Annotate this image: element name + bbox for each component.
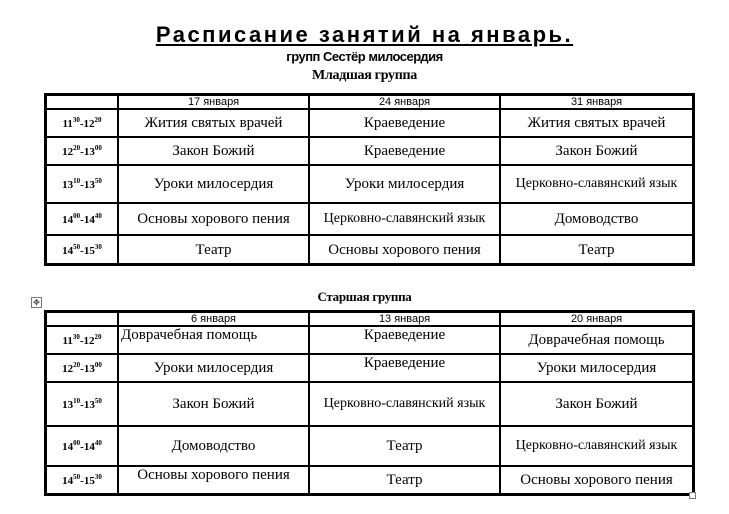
class-cell[interactable]: Закон Божий [118, 137, 309, 165]
header-row [46, 312, 693, 326]
time-cell: $13^{10}-13^{50}$ [46, 165, 118, 203]
time-cell: $14^{50}-15^{30}$ [46, 235, 118, 264]
time-cell: $12^{20}-13^{00}$ [46, 354, 118, 382]
class-cell[interactable]: Уроки милосердия [118, 354, 309, 382]
class-cell[interactable]: Основы хорового пения [118, 466, 309, 494]
class-cell[interactable]: Жития святых врачей [500, 109, 693, 137]
resize-handle-icon[interactable] [689, 492, 696, 499]
table-row [46, 165, 693, 203]
date-header: 6 января [118, 312, 309, 326]
junior-schedule-table[interactable] [44, 93, 695, 266]
class-cell[interactable]: Церковно-славянский язык [309, 203, 500, 235]
class-cell[interactable]: Театр [118, 235, 309, 264]
junior-group-title: Младшая группа [312, 68, 417, 83]
class-cell[interactable]: Уроки милосердия [118, 165, 309, 203]
move-handle-icon[interactable]: ✥ [31, 297, 42, 308]
class-cell[interactable]: Церковно-славянский язык [500, 165, 693, 203]
time-cell: $14^{00}-14^{40}$ [46, 426, 118, 466]
class-cell[interactable]: Краеведение [309, 137, 500, 165]
corner-cell [46, 312, 118, 326]
class-cell[interactable]: Краеведение [309, 109, 500, 137]
class-cell[interactable]: Закон Божий [500, 382, 693, 426]
time-cell: $14^{50}-15^{30}$ [46, 466, 118, 494]
class-cell[interactable]: Уроки милосердия [309, 165, 500, 203]
class-cell[interactable]: Жития святых врачей [118, 109, 309, 137]
table-row [46, 235, 693, 264]
class-cell[interactable]: Доврачебная помощь [500, 326, 693, 354]
time-cell: $14^{00}-14^{40}$ [46, 203, 118, 235]
table-row [46, 354, 693, 382]
time-cell: $11^{30}-12^{20}$ [46, 326, 118, 354]
document-title: Расписание занятий на январь. [155, 22, 574, 47]
class-cell[interactable]: Основы хорового пения [309, 235, 500, 264]
table-row [46, 137, 693, 165]
table-row [46, 203, 693, 235]
date-header: 20 января [500, 312, 693, 326]
date-header: 24 января [309, 95, 500, 109]
class-cell[interactable]: Основы хорового пения [500, 466, 693, 494]
class-cell[interactable]: Домоводство [500, 203, 693, 235]
senior-schedule-table[interactable] [44, 310, 695, 496]
header-row [46, 95, 693, 109]
time-cell: $12^{20}-13^{00}$ [46, 137, 118, 165]
class-cell[interactable]: Домоводство [118, 426, 309, 466]
class-cell[interactable]: Театр [309, 466, 500, 494]
time-cell: $13^{10}-13^{50}$ [46, 382, 118, 426]
class-cell[interactable]: Краеведение [309, 326, 500, 354]
time-cell: $11^{30}-12^{20}$ [46, 109, 118, 137]
class-cell[interactable]: Театр [500, 235, 693, 264]
table-row [46, 326, 693, 354]
date-header: 31 января [500, 95, 693, 109]
class-cell[interactable]: Основы хорового пения [118, 203, 309, 235]
class-cell[interactable]: Краеведение [309, 354, 500, 382]
senior-group-title: Старшая группа [317, 289, 412, 304]
table-row [46, 426, 693, 466]
date-header: 13 января [309, 312, 500, 326]
table-row [46, 382, 693, 426]
class-cell[interactable]: Закон Божий [500, 137, 693, 165]
class-cell[interactable]: Церковно-славянский язык [500, 426, 693, 466]
table-row [46, 466, 693, 494]
class-cell[interactable]: Доврачебная помощь [118, 326, 309, 354]
table-row [46, 109, 693, 137]
class-cell[interactable]: Церковно-славянский язык [309, 382, 500, 426]
date-header: 17 января [118, 95, 309, 109]
class-cell[interactable]: Уроки милосердия [500, 354, 693, 382]
class-cell[interactable]: Закон Божий [118, 382, 309, 426]
class-cell[interactable]: Театр [309, 426, 500, 466]
corner-cell [46, 95, 118, 109]
document-subtitle: групп Сестёр милосердия [286, 49, 443, 64]
